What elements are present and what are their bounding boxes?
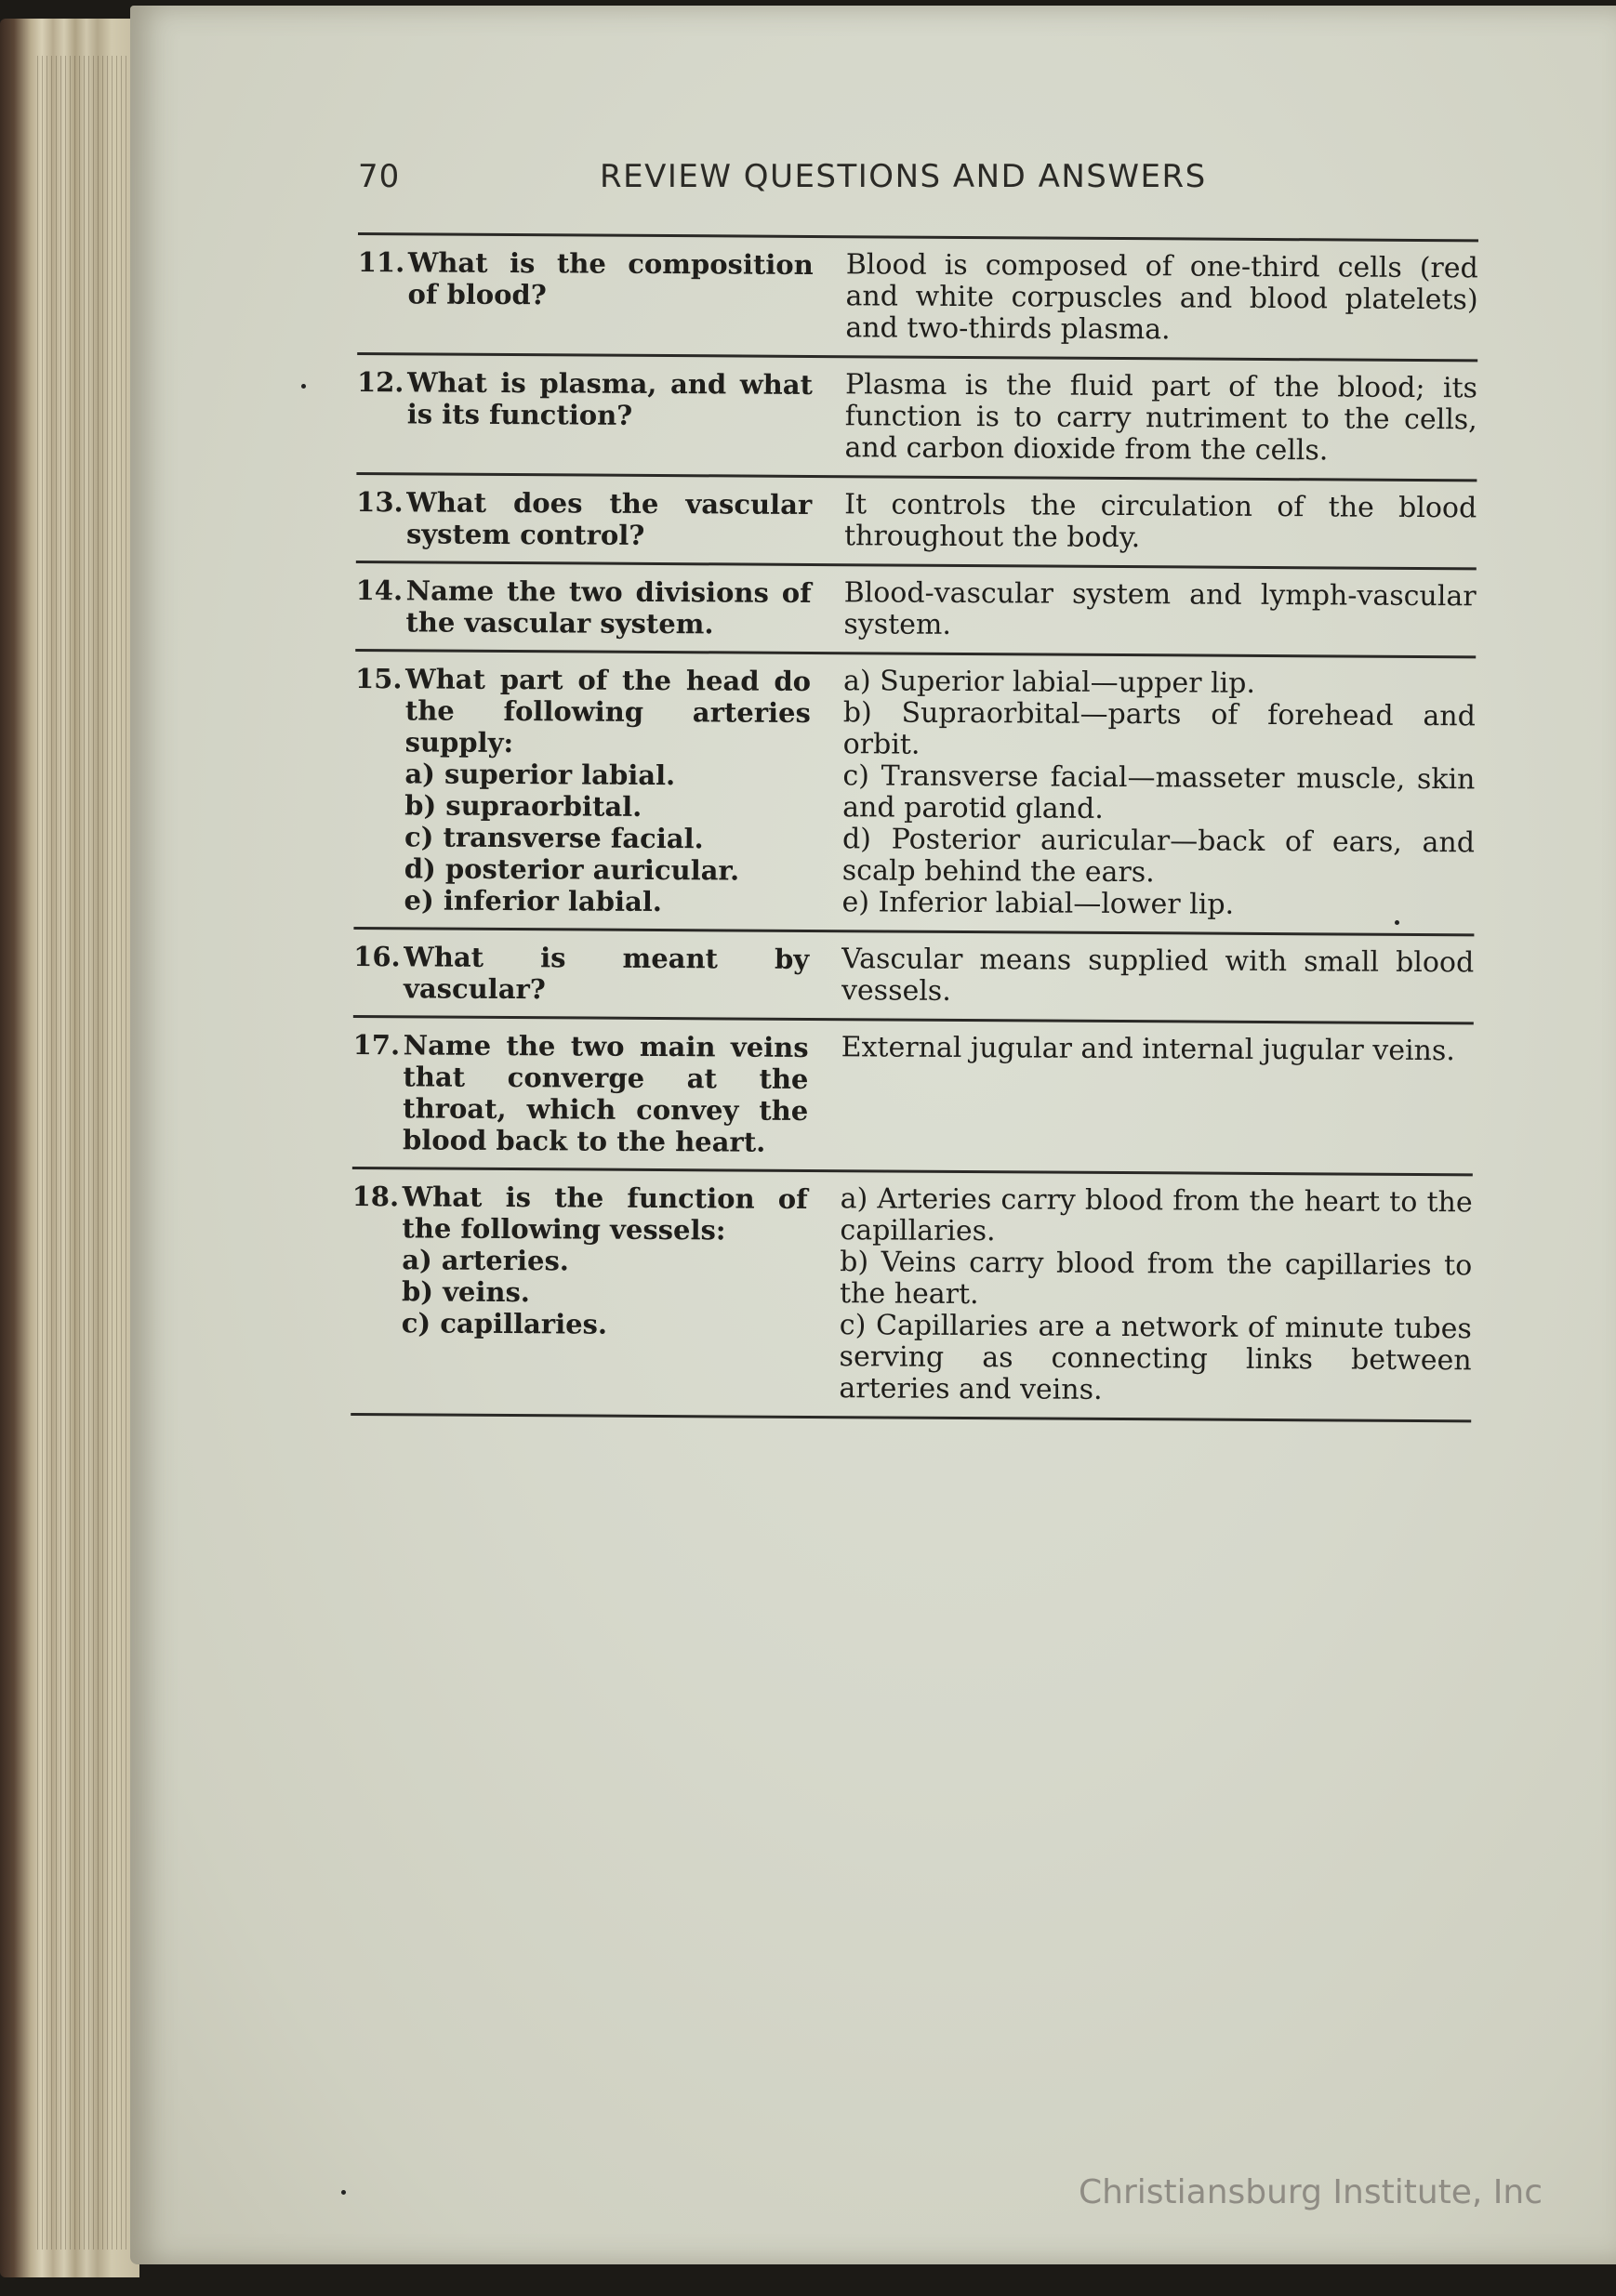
question-number: 13. bbox=[356, 485, 404, 519]
answer-cell bbox=[829, 577, 1476, 644]
question-head bbox=[355, 663, 812, 760]
question-head bbox=[357, 366, 813, 432]
answer-cell bbox=[830, 489, 1477, 556]
qa-row bbox=[353, 930, 1475, 1022]
answer-text: a) Arteries carry blood from the heart to the capillaries. bbox=[840, 1182, 1473, 1248]
question-text: What part of the head do the following arteries supply: bbox=[404, 663, 812, 759]
qa-row bbox=[352, 1018, 1474, 1173]
question-number: 14. bbox=[355, 574, 404, 607]
question-subitem: c) capillaries. bbox=[401, 1307, 608, 1340]
question-text: What is meant by vascular? bbox=[403, 941, 810, 1006]
answer-text: c) Transverse facial—masseter muscle, skin and parotid gland. bbox=[842, 759, 1476, 825]
answer-text: Blood-vascular system and lymph-vascular system. bbox=[843, 576, 1477, 641]
question-number: 12. bbox=[356, 365, 404, 399]
answer-text: It controls the circulation of the blood throughout the body. bbox=[843, 488, 1477, 555]
answer-text: a) Superior labial—upper lip. bbox=[842, 665, 1256, 700]
question-subitem: b) veins. bbox=[401, 1275, 531, 1309]
qa-row bbox=[353, 652, 1476, 933]
answer-text: b) Veins carry blood from the capillaries to the heart. bbox=[839, 1246, 1473, 1312]
question-text: What is the composition of blood? bbox=[407, 246, 814, 311]
question-cell bbox=[351, 1181, 826, 1405]
qa-row bbox=[356, 355, 1477, 479]
answer-cell bbox=[828, 943, 1474, 1010]
question-head bbox=[357, 246, 813, 312]
question-cell bbox=[357, 246, 832, 344]
answer-text: External jugular and internal jugular veins. bbox=[841, 1031, 1455, 1068]
running-title: REVIEW QUESTIONS AND ANSWERS bbox=[600, 158, 1207, 195]
answer-text: Vascular means supplied with small blood vessels. bbox=[841, 943, 1475, 1008]
question-text: Name the two main veins that converge at the throat, which convey the blood back to the heart. bbox=[402, 1029, 809, 1158]
question-text: What is plasma, and what is its function? bbox=[406, 366, 814, 431]
question-cell bbox=[354, 663, 830, 918]
answer-text: b) Supraorbital—parts of forehead and orbit. bbox=[842, 696, 1476, 761]
question-subitem: c) transverse facial. bbox=[404, 821, 704, 855]
answer-text: Plasma is the fluid part of the blood; its function is to carry nutriment to the cells, and carbon dioxide from the cells. bbox=[844, 368, 1478, 468]
question-head bbox=[355, 574, 811, 640]
qa-row bbox=[355, 563, 1477, 655]
answer-text: d) Posterior auricular—back of ears, and scalp behind the ears. bbox=[841, 823, 1476, 890]
qa-row bbox=[357, 235, 1478, 359]
question-text: What does the vascular system control? bbox=[405, 486, 813, 551]
answer-cell bbox=[827, 1032, 1474, 1162]
paper-speck bbox=[341, 2190, 346, 2195]
question-subitem: d) posterior auricular. bbox=[404, 852, 740, 887]
question-head bbox=[356, 486, 812, 552]
answer-cell bbox=[830, 369, 1477, 468]
question-subitem: e) inferior labial. bbox=[404, 884, 663, 918]
question-cell bbox=[355, 574, 829, 640]
book-fore-edge bbox=[0, 19, 139, 2277]
question-cell bbox=[353, 941, 828, 1007]
watermark: Christiansburg Institute, Inc bbox=[1079, 2173, 1543, 2211]
answer-cell bbox=[831, 249, 1478, 348]
qa-table bbox=[351, 232, 1478, 1422]
question-text: Name the two divisions of the vascular system. bbox=[405, 574, 812, 640]
question-subitem: a) arteries. bbox=[402, 1244, 570, 1277]
question-number: 18. bbox=[351, 1180, 400, 1213]
paper-speck bbox=[301, 384, 306, 389]
answer-text: c) Capillaries are a network of minute tubes serving as connecting links between arteries and veins. bbox=[839, 1309, 1472, 1406]
answer-cell bbox=[828, 666, 1477, 922]
answer-text: Blood is composed of one-third cells (red and white corpuscles and blood platelets) and two-thirds plasma. bbox=[845, 248, 1478, 347]
answer-cell bbox=[825, 1183, 1472, 1408]
question-number: 11. bbox=[357, 245, 405, 279]
answer-text: e) Inferior labial—lower lip. bbox=[841, 886, 1235, 921]
paper-speck bbox=[1395, 920, 1399, 925]
question-cell bbox=[352, 1029, 828, 1158]
page-number: 70 bbox=[358, 158, 401, 195]
question-head bbox=[352, 1029, 809, 1158]
question-head bbox=[353, 941, 809, 1007]
qa-row bbox=[356, 475, 1477, 567]
page-header bbox=[358, 158, 1223, 205]
question-head bbox=[351, 1181, 807, 1247]
question-cell bbox=[356, 366, 831, 464]
question-subitem: a) superior labial. bbox=[404, 758, 676, 792]
question-number: 17. bbox=[352, 1028, 401, 1062]
question-number: 16. bbox=[353, 940, 401, 973]
question-text: What is the function of the following vessels: bbox=[402, 1181, 808, 1247]
question-number: 15. bbox=[354, 662, 403, 695]
qa-row bbox=[351, 1169, 1473, 1419]
page-edges bbox=[37, 56, 139, 2250]
question-subitem: b) supraorbital. bbox=[404, 789, 642, 823]
question-cell bbox=[356, 486, 830, 552]
